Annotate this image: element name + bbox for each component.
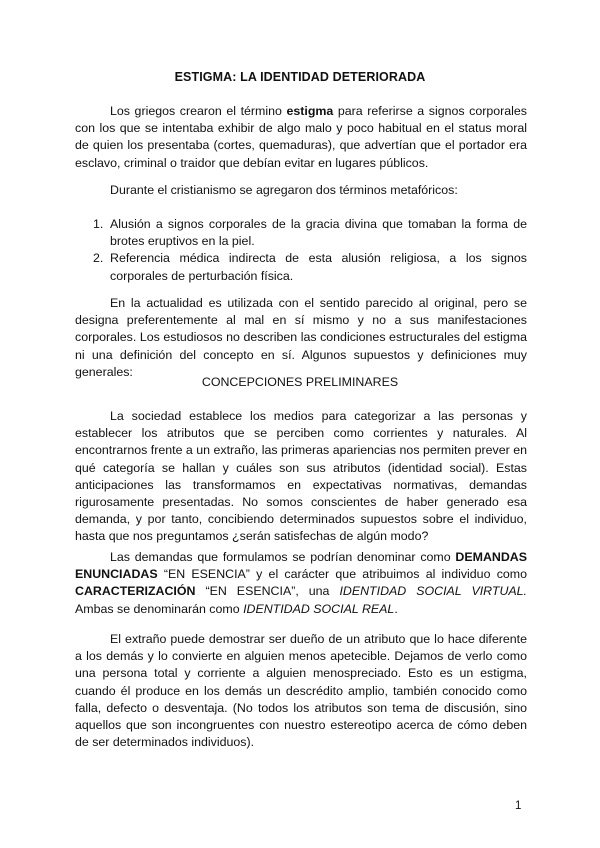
italic-term-real: IDENTIDAD SOCIAL REAL <box>243 601 395 616</box>
paragraph-demands <box>75 549 527 618</box>
paragraph-text: Las demandas que formulamos se podrían denominar como <box>110 550 456 564</box>
page-number: 1 <box>515 800 522 812</box>
paragraph-greek-origin <box>75 103 527 172</box>
paragraph-current-usage <box>75 295 527 381</box>
paragraph-text: La sociedad establece los medios para categorizar a las personas y establecer los atributos que se perciben como corrientes y naturales. Al encontrarnos frente a un extraño, las primeras apariencias nos permiten prever en qué categoría se hallan y cuáles son sus atributos (identidad social). Estas anticipaciones las transformamos en expectativas normativas, demandas rigurosamente presentadas. No somos conscientes de haber generado esa demanda, y por tanto, concibiendo determinados supuestos sobre el individuo, hasta que nos preguntamos ¿serán satisfechas de algún modo? <box>75 409 527 544</box>
list-item-text: Referencia médica indirecta de esta alusión religiosa, a los signos corporales de perturbación física. <box>110 251 527 283</box>
italic-term-virtual: IDENTIDAD SOCIAL VIRTUAL. <box>339 584 527 599</box>
paragraph-text: Durante el cristianismo se agregaron dos términos metafóricos: <box>110 183 458 197</box>
document-title: ESTIGMA: LA IDENTIDAD DETERIORADA <box>174 70 426 84</box>
bold-term-caracterizacion: CARACTERIZACIÓN <box>75 584 196 599</box>
bold-term-estigma: estigma <box>286 104 334 118</box>
paragraph-text: Los griegos crearon el término <box>110 104 287 118</box>
list-item-number: 2. <box>93 251 104 266</box>
numbered-list <box>75 216 527 285</box>
list-item-number: 1. <box>93 217 104 231</box>
list-item <box>75 250 527 284</box>
paragraph-stranger <box>75 631 527 751</box>
paragraph-text: El extraño puede demostrar ser dueño de un atributo que lo hace diferente a los demás y lo convierte en alguien menos apetecible. Dejamos de verlo como una persona total y corriente a alguien menospreciado. Esto es un estigma, cuando él produce en los demás un descrédito amplio, también conocido como falla, defecto o desventaja. (No todos los atributos son tema de discusión, sino aquellos que son incongruentes con nuestro estereotipo acerca de cómo deben de ser determinados individuos). <box>75 632 527 750</box>
list-item-text: Alusión a signos corporales de la gracia divina que tomaban la forma de brotes eruptivos en la piel. <box>110 217 527 249</box>
paragraph-text: “EN ESENCIA”, una <box>195 584 340 599</box>
paragraph-society <box>75 408 527 546</box>
paragraph-text: para referirse a signos corporales con los que se intentaba exhibir de algo malo y poco habitual en el status moral de quien los presentaba (cortes, quemaduras), que advertían que el portador era esclavo, criminal o traidor que debían evitar en lugares públicos. <box>75 104 527 170</box>
paragraph-text: “EN ESENCIA” y el carácter que atribuimos al individuo como <box>157 567 527 582</box>
paragraph-text: Ambas se denominarán como <box>75 601 244 616</box>
paragraph-text: . <box>394 601 398 616</box>
paragraph-text: En la actualidad es utilizada con el sentido parecido al original, pero se designa preferentemente al mal en sí mismo y no a sus manifestaciones corporales. Los estudiosos no describen las condiciones estructurales del estigma ni una definición del concepto en sí. Algunos supuestos y definiciones muy generales: <box>75 296 527 379</box>
list-item <box>75 216 527 250</box>
bold-term-demandas: DEMANDAS ENUNCIADAS <box>75 550 527 582</box>
section-heading: CONCEPCIONES PRELIMINARES <box>201 375 399 389</box>
paragraph-christianity <box>75 182 527 199</box>
